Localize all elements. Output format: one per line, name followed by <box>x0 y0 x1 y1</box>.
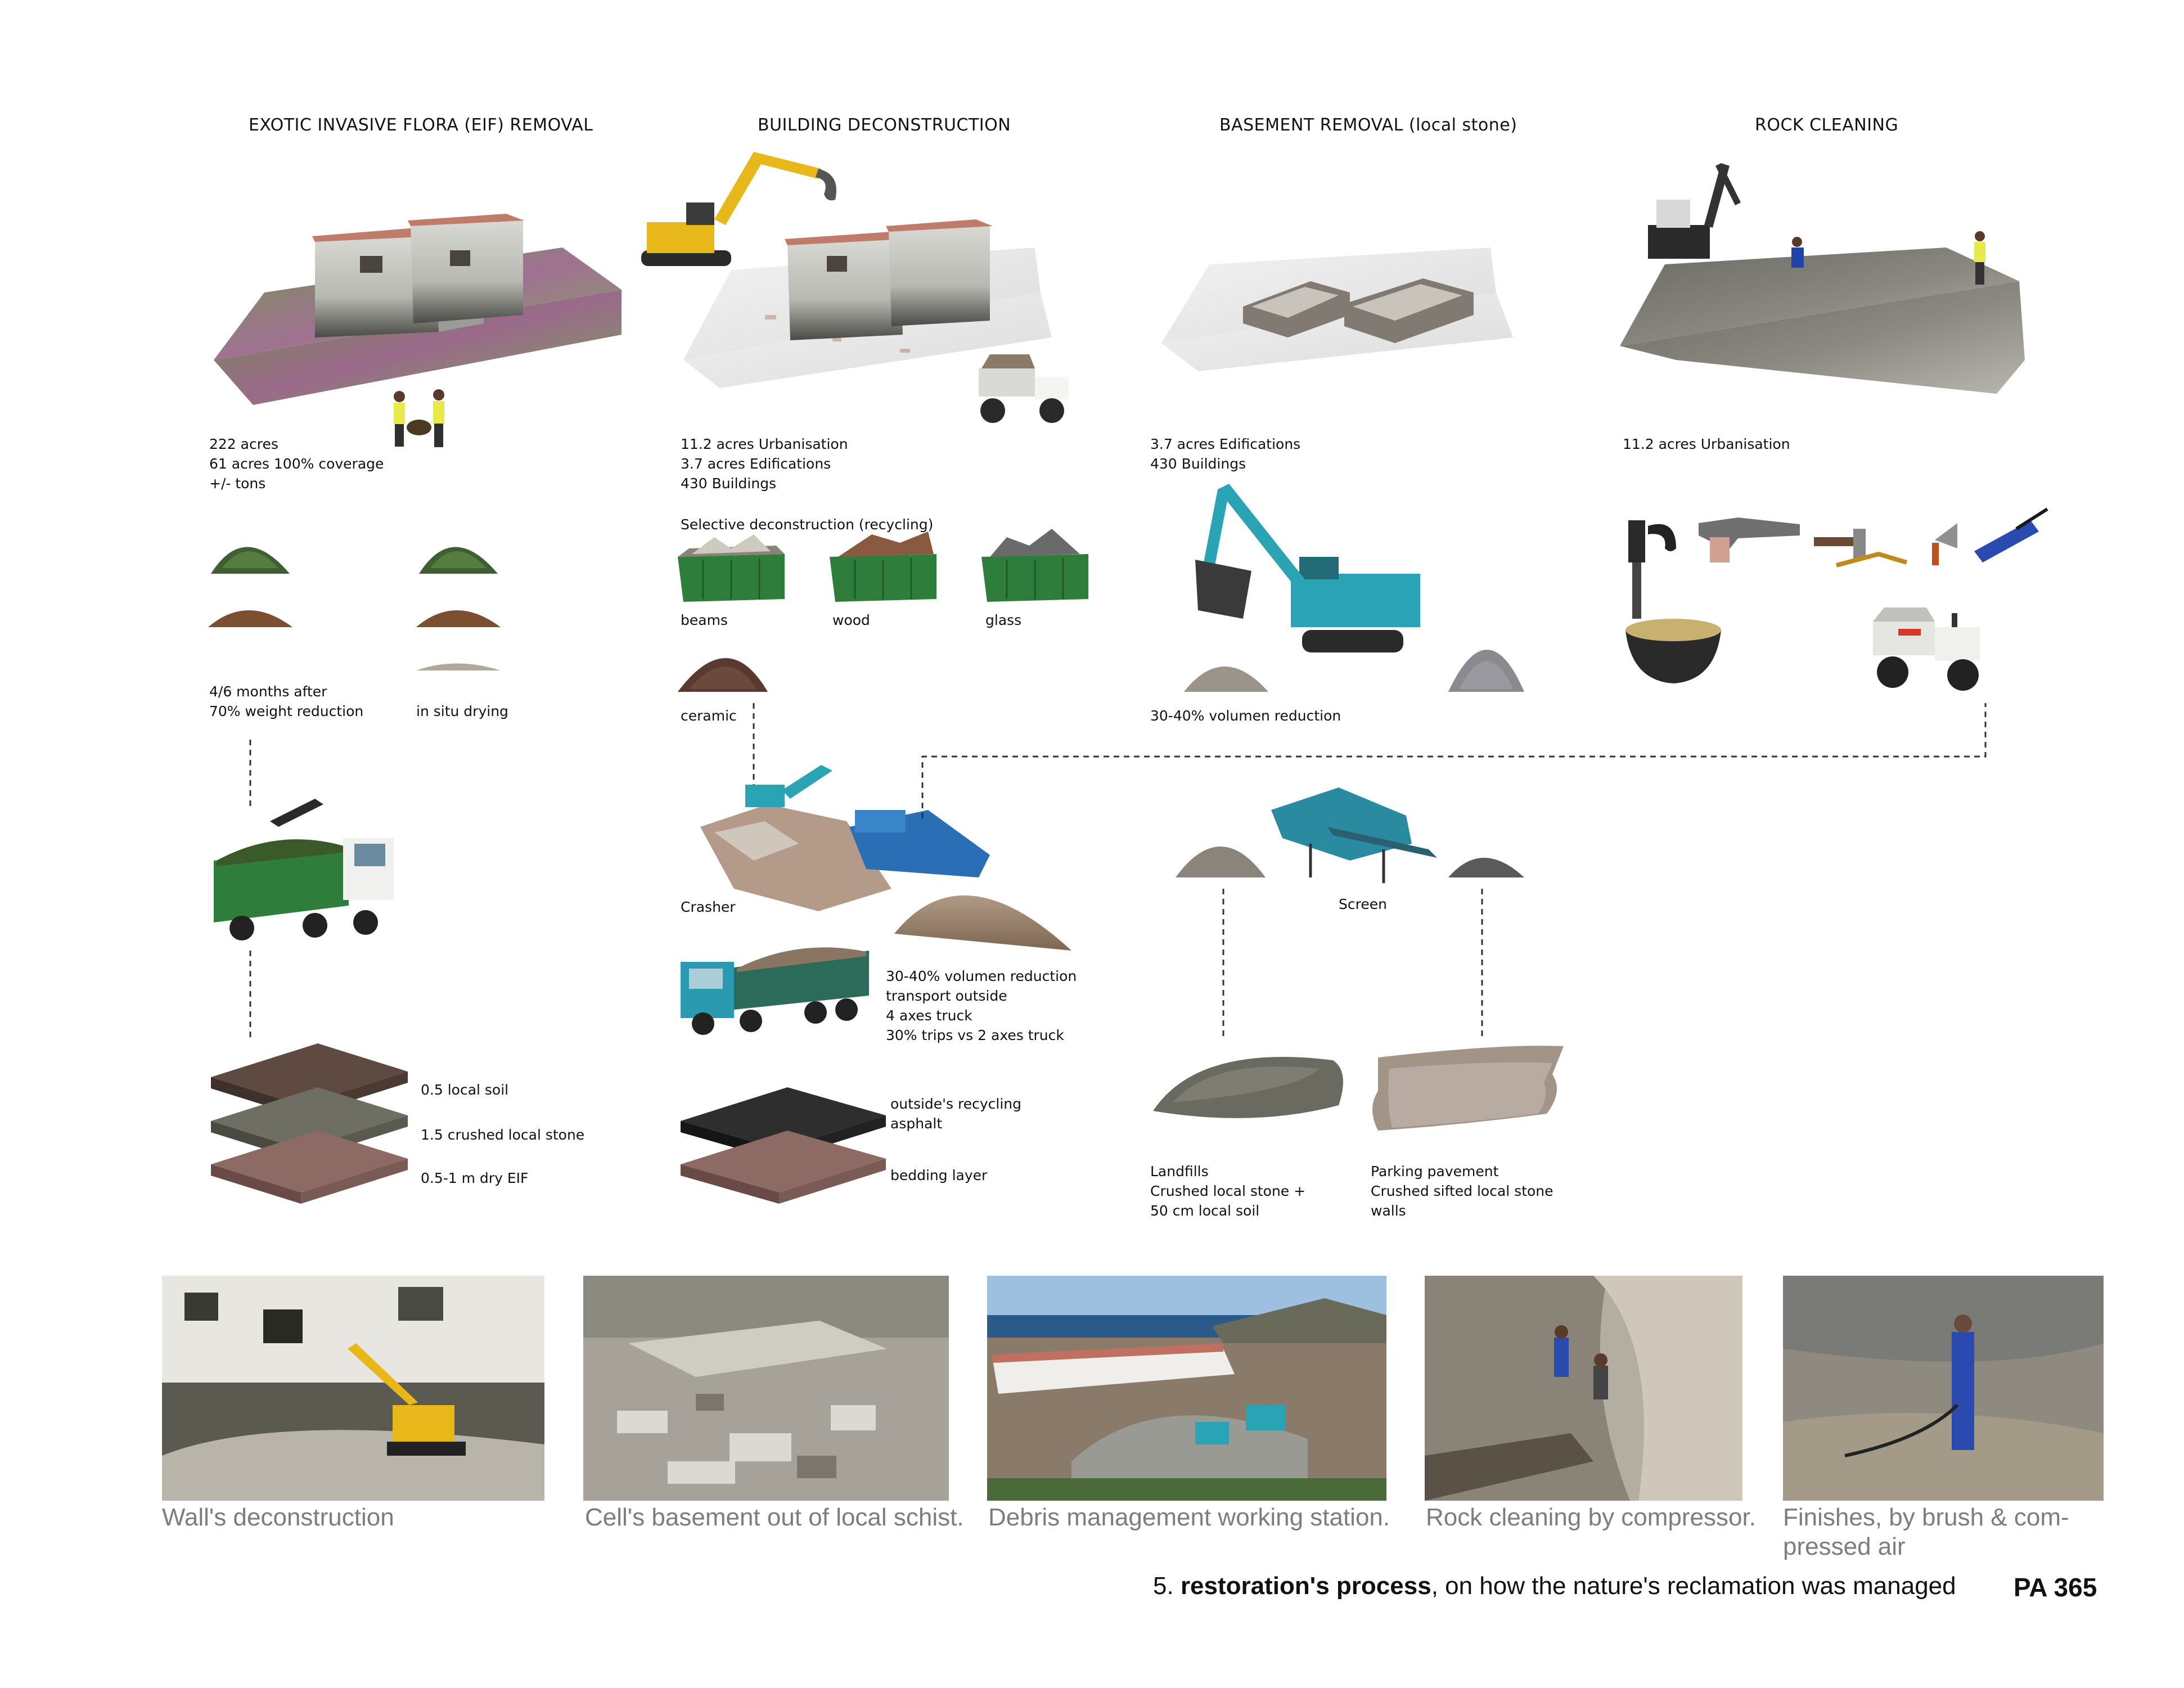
rock-dumper-icon <box>1873 607 1980 691</box>
eif-title: EXOTIC INVASIVE FLORA (EIF) REMOVAL <box>249 115 593 135</box>
container-beams-icon <box>678 534 785 602</box>
basement-title: BASEMENT REMOVAL (local stone) <box>1219 115 1517 135</box>
screen-illustration <box>1176 787 1524 883</box>
eif-layer-label-eif: 0.5-1 m dry EIF <box>421 1170 529 1186</box>
selective-deconstruction-label: Selective deconstruction (recycling) <box>681 516 934 533</box>
eif-drying-right: in situ drying <box>416 703 508 719</box>
eif-green-pile-right <box>419 547 498 574</box>
container-label-wood: wood <box>832 612 870 628</box>
basement-pile-small <box>1184 667 1268 692</box>
eif-drying-note: 4/6 months after 70% weight reduction <box>209 683 364 719</box>
eif-green-pile-left <box>211 547 290 574</box>
dumper-icon <box>979 354 1069 423</box>
teal-excavator-icon <box>1195 484 1420 652</box>
building-title: BUILDING DECONSTRUCTION <box>758 115 1011 135</box>
crasher-illustration <box>700 765 1071 951</box>
basement-site-illustration <box>1161 247 1513 371</box>
basement-pile-large <box>1448 650 1524 692</box>
caption-finishes: Finishes, by brush & com- pressed air <box>1783 1504 2069 1560</box>
container-wood-icon <box>830 532 936 602</box>
landfill-mound <box>1153 1057 1343 1118</box>
eif-layer-label-soil: 0.5 local soil <box>421 1082 509 1098</box>
figure-caption-bold: restoration's process <box>1180 1572 1431 1600</box>
eif-site-illustration <box>214 214 622 405</box>
transport-truck-icon <box>681 947 869 1035</box>
parking-label: Parking pavement Crushed sifted local stone walls <box>1371 1163 1553 1219</box>
eif-truck-icon <box>214 799 394 940</box>
landfills-label: Landfills Crushed local stone + 50 cm local soil <box>1150 1163 1306 1219</box>
building-stats: 11.2 acres Urbanisation 3.7 acres Edifications 430 Buildings <box>681 436 848 492</box>
eif-dry-pile-right <box>416 664 501 671</box>
trowel-icon <box>1932 523 1957 565</box>
container-glass-icon <box>981 529 1088 602</box>
rock-stats: 11.2 acres Urbanisation <box>1623 436 1790 452</box>
photo-wall-deconstruction <box>162 1276 544 1501</box>
caption-cell-basement: Cell's basement out of local schist. <box>585 1504 964 1531</box>
pneumatic-drill-icon <box>1699 517 1800 562</box>
eif-stats: 222 acres 61 acres 100% coverage +/- tons <box>209 436 384 492</box>
brush-icon <box>1974 509 2047 562</box>
asphalt-label: outside's recycling asphalt <box>890 1096 1022 1132</box>
rock-site-illustration <box>1620 163 2025 394</box>
photo-debris-station <box>987 1276 1386 1501</box>
ceramic-label: ceramic <box>681 708 737 724</box>
basement-stats: 3.7 acres Edifications 430 Buildings <box>1150 436 1301 472</box>
photo-cell-basement <box>583 1276 949 1501</box>
eif-brown-pile-left <box>208 610 292 627</box>
eif-brown-pile-right <box>416 610 501 627</box>
bucket-icon <box>1625 619 1721 683</box>
figure-caption <box>1153 1572 1956 1600</box>
container-label-glass: glass <box>985 612 1022 628</box>
caption-rock-cleaning: Rock cleaning by compressor. <box>1426 1504 1756 1531</box>
bedding-layer <box>681 1131 886 1204</box>
caption-wall-deconstruction: Wall's deconstruction <box>162 1504 394 1531</box>
rock-title: ROCK CLEANING <box>1755 115 1899 135</box>
photo-rock-cleaning <box>1425 1276 1742 1501</box>
basement-reduction-label: 30-40% volumen reduction <box>1150 708 1341 724</box>
truck-notes: 30-40% volumen reduction transport outside 4 axes truck 30% trips vs 2 axes truck <box>886 968 1077 1043</box>
page-number: PA 365 <box>2014 1573 2097 1602</box>
container-label-beams: beams <box>681 612 728 628</box>
jackhammer-icon <box>1628 520 1676 619</box>
figure-caption-rest: , on how the nature's reclamation was managed <box>1431 1572 1956 1600</box>
crasher-label: Crasher <box>681 899 736 915</box>
photo-finishes <box>1783 1276 2104 1501</box>
ceramic-pile-icon <box>678 658 768 692</box>
parking-pavement <box>1372 1046 1564 1131</box>
figure-number: 5. <box>1153 1572 1174 1600</box>
screen-label: Screen <box>1339 896 1387 912</box>
caption-debris-station: Debris management working station. <box>988 1504 1390 1531</box>
eif-layer-dry-eif <box>211 1131 408 1204</box>
bedding-label: bedding layer <box>890 1167 988 1183</box>
hammer-pick-icon <box>1814 529 1907 565</box>
workers-icon <box>394 389 444 447</box>
eif-layer-label-stone: 1.5 crushed local stone <box>421 1127 585 1143</box>
